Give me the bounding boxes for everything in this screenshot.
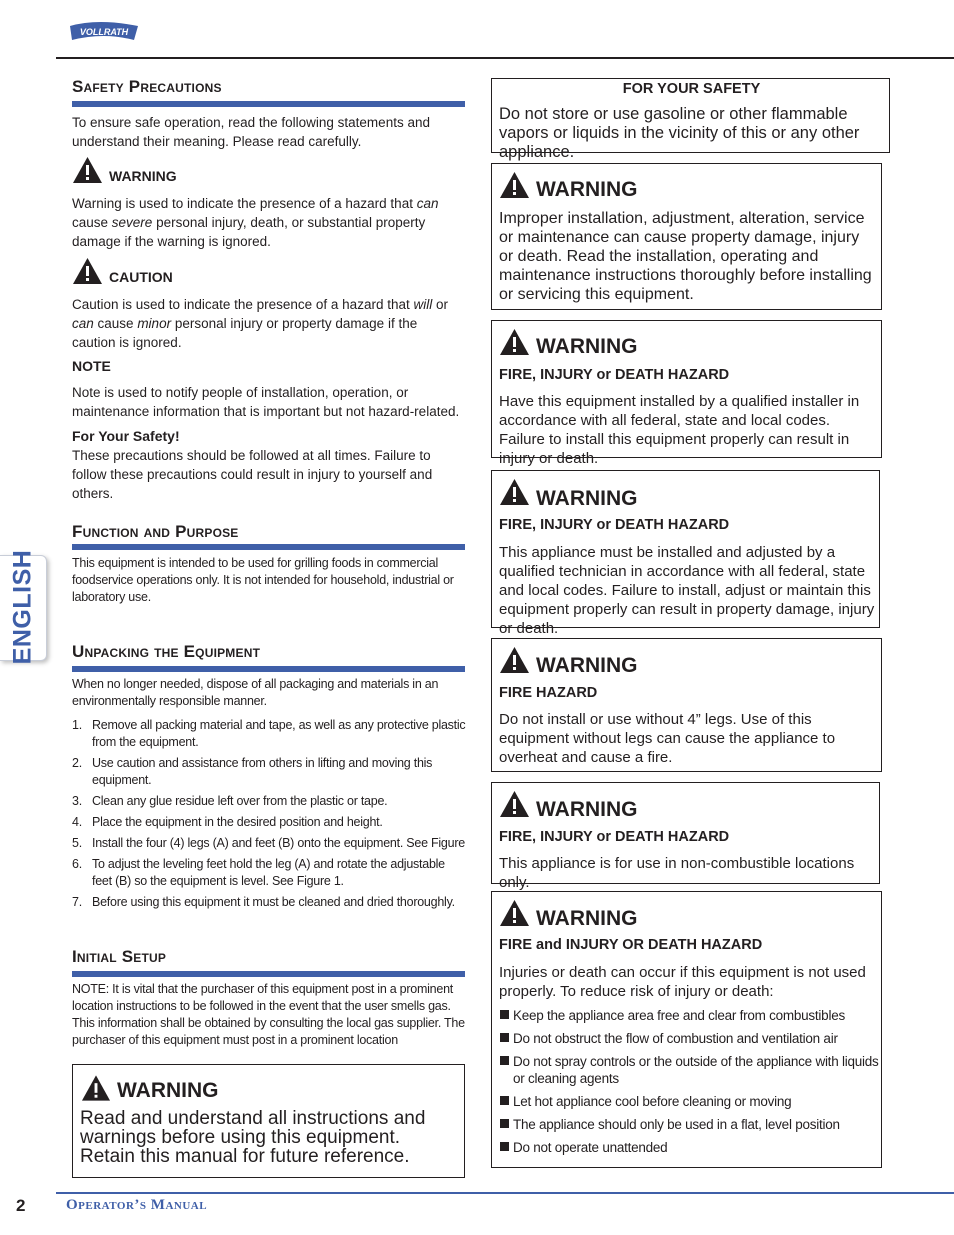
hazard-subtitle: FIRE, INJURY or DEATH HAZARD — [499, 367, 730, 383]
warning-text: Improper installation, adjustment, alteration, service or maintenance can cause property damage, injury or death. Read the installation, operating and maintenance instructions thoroughly before installing or servicing this equipment. — [499, 210, 872, 303]
legs-fire-warning-box — [491, 638, 882, 772]
step-number: 6. — [72, 857, 82, 871]
warning-title: WARNING — [536, 798, 638, 821]
step-text: Use caution and assistance from others in lifting and moving this equipment. — [92, 756, 433, 787]
hazard-subtitle: FIRE and INJURY OR DEATH HAZARD — [499, 937, 763, 953]
warning-triangle-icon — [81, 1074, 111, 1102]
function-purpose-text: This equipment is intended to be used for grilling foods in commercial foodservice operations only. It is not intended for household, industrial or laboratory use. — [72, 556, 454, 604]
warning-text: This appliance must be installed and adjusted by a qualified technician in accordance with all federal, state and local codes. Failure to install, adjust or maintain this equipment properly can result in property damage, injury or death. — [499, 544, 875, 637]
list-item — [72, 894, 467, 911]
hazard-subtitle: FIRE HAZARD — [499, 685, 598, 701]
warning-definition-label: WARNING — [109, 168, 177, 184]
warning-text: Read and understand all instructions and warnings before using this equipment. Retain this manual for future reference. — [80, 1108, 426, 1167]
warning-triangle-icon — [499, 646, 530, 674]
warning-title: WARNING — [536, 907, 638, 930]
for-your-safety-text: These precautions should be followed at all times. Failure to follow these precautions could result in injury to yourself and others. — [72, 448, 433, 501]
caution-definition-heading — [72, 257, 173, 285]
proper-use-warning-box — [491, 891, 882, 1168]
caution-definition-label: CAUTION — [109, 269, 173, 285]
qualified-technician-warning-box — [491, 470, 880, 637]
warning-definition-text: Warning is used to indicate the presence of a hazard that can cause severe personal injury, death, or substantial property damage if the warning is ignored. — [72, 196, 439, 249]
step-number: 5. — [72, 836, 82, 850]
qualified-installer-warning-box — [491, 320, 882, 467]
list-item — [72, 835, 467, 852]
unpacking-heading: Unpacking the Equipment — [72, 642, 261, 661]
step-text: Place the equipment in the desired position and height. — [92, 815, 383, 829]
list-item — [499, 1007, 879, 1024]
footer-rule — [56, 1192, 954, 1194]
list-item — [72, 856, 467, 890]
warning-triangle-icon — [499, 790, 530, 818]
for-your-safety-title: FOR YOUR SAFETY — [622, 81, 761, 97]
caution-definition-text: Caution is used to indicate the presence of a hazard that will or can cause minor personal injury or property damage if the caution is ignored. — [72, 297, 448, 350]
bullet-text: Do not operate unattended — [513, 1140, 668, 1155]
list-item — [72, 793, 467, 810]
bullet-text: The appliance should only be used in a flat, level position — [513, 1117, 840, 1132]
warning-triangle-icon — [72, 156, 103, 184]
list-item — [72, 717, 467, 751]
step-number: 7. — [72, 895, 82, 909]
step-text: To adjust the leveling feet hold the leg (A) and rotate the adjustable feet (B) so the equipment is level. See Figure 1. — [92, 857, 445, 888]
list-item — [499, 1030, 879, 1047]
warning-title: WARNING — [536, 487, 638, 510]
warning-triangle-icon — [72, 257, 103, 285]
warning-triangle-icon — [499, 478, 530, 506]
for-your-safety-box — [491, 78, 890, 161]
warning-triangle-icon — [499, 328, 530, 356]
warning-text: Have this equipment installed by a qualified installer in accordance with all federal, state and local codes. Failure to install this equipment properly can result in injury or death. — [499, 393, 860, 467]
non-combustible-warning-box — [491, 782, 880, 891]
bullet-text: Do not spray controls or the outside of the appliance with liquids or cleaning agents — [513, 1054, 879, 1086]
step-text: Clean any glue residue left over from the plastic or tape. — [92, 794, 388, 808]
note-definition-label: NOTE — [72, 358, 111, 374]
bullet-text: Keep the appliance area free and clear from combustibles — [513, 1008, 845, 1023]
unpacking-steps-list — [72, 717, 467, 915]
safety-precautions-heading: Safety Precautions — [72, 77, 222, 96]
language-tab[interactable] — [0, 549, 46, 665]
section-bar — [72, 544, 465, 550]
bullet-square-icon — [500, 1142, 509, 1151]
warning-triangle-icon — [499, 899, 530, 927]
list-item — [499, 1093, 879, 1110]
warning-triangle-icon — [499, 171, 530, 199]
step-number: 1. — [72, 718, 82, 732]
step-number: 4. — [72, 815, 82, 829]
step-text: Remove all packing material and tape, as well as any protective plastic from the equipment. — [92, 718, 466, 749]
for-your-safety-text: Do not store or use gasoline or other flammable vapors or liquids in the vicinity of this or any other appliance. — [499, 105, 860, 161]
function-purpose-heading: Function and Purpose — [72, 522, 239, 541]
vollrath-logo — [68, 20, 140, 44]
warning-title: WARNING — [536, 178, 638, 201]
list-item — [499, 1116, 879, 1133]
warning-title: WARNING — [117, 1079, 219, 1102]
logo-text: VOLLRATH — [79, 27, 129, 37]
for-your-safety-label: For Your Safety! — [72, 428, 180, 444]
step-number: 2. — [72, 756, 82, 770]
language-tab-label: ENGLISH — [8, 549, 37, 665]
bullet-text: Let hot appliance cool before cleaning or moving — [513, 1094, 792, 1109]
warning-title: WARNING — [536, 654, 638, 677]
bullet-square-icon — [500, 1096, 509, 1105]
installation-warning-box — [491, 163, 882, 310]
note-definition-text: Note is used to notify people of installation, operation, or maintenance information that is important but not hazard-related. — [72, 385, 460, 419]
unpacking-intro: When no longer needed, dispose of all packaging and materials in an environmentally responsible manner. — [72, 677, 439, 708]
header-rule — [56, 57, 954, 59]
section-bar — [72, 101, 465, 107]
warning-text: Do not install or use without 4” legs. Use of this equipment without legs can cause the appliance to overheat and cause a fire. — [499, 711, 836, 766]
read-instructions-warning-box — [72, 1064, 465, 1178]
warning-text: This appliance is for use in non-combustible locations only. — [499, 855, 855, 891]
initial-setup-heading: Initial Setup — [72, 947, 167, 966]
bullet-square-icon — [500, 1056, 509, 1065]
warning-definition-heading — [72, 156, 177, 184]
hazard-subtitle: FIRE, INJURY or DEATH HAZARD — [499, 829, 730, 845]
list-item — [72, 814, 467, 831]
bullet-square-icon — [500, 1033, 509, 1042]
hazard-subtitle: FIRE, INJURY or DEATH HAZARD — [499, 517, 730, 533]
safety-intro: To ensure safe operation, read the following statements and understand their meaning. Please read carefully. — [72, 115, 430, 149]
section-bar — [72, 666, 465, 672]
list-item — [499, 1053, 879, 1087]
step-number: 3. — [72, 794, 82, 808]
step-text: Before using this equipment it must be cleaned and dried thoroughly. — [92, 895, 455, 909]
initial-setup-note: NOTE: It is vital that the purchaser of this equipment post in a prominent location instructions to be followed in the event that the user smells gas. This information shall be obtained by consulting the local gas supplier. The purchaser of this equipment must post in a prominent location — [72, 982, 465, 1047]
bullet-text: Do not obstruct the flow of combustion and ventilation air — [513, 1031, 838, 1046]
manual-title: Operator’s Manual — [66, 1197, 208, 1213]
list-item — [499, 1139, 879, 1156]
warning-text: Injuries or death can occur if this equipment is not used properly. To reduce risk of injury or death: — [499, 964, 866, 1000]
step-text: Install the four (4) legs (A) and feet (B) onto the equipment. See Figure — [92, 836, 465, 850]
section-bar — [72, 971, 465, 977]
page-number: 2 — [16, 1196, 26, 1215]
list-item — [72, 755, 467, 789]
bullet-square-icon — [500, 1119, 509, 1128]
warning-title: WARNING — [536, 335, 638, 358]
safety-bullets-list — [499, 1007, 879, 1162]
bullet-square-icon — [500, 1010, 509, 1019]
